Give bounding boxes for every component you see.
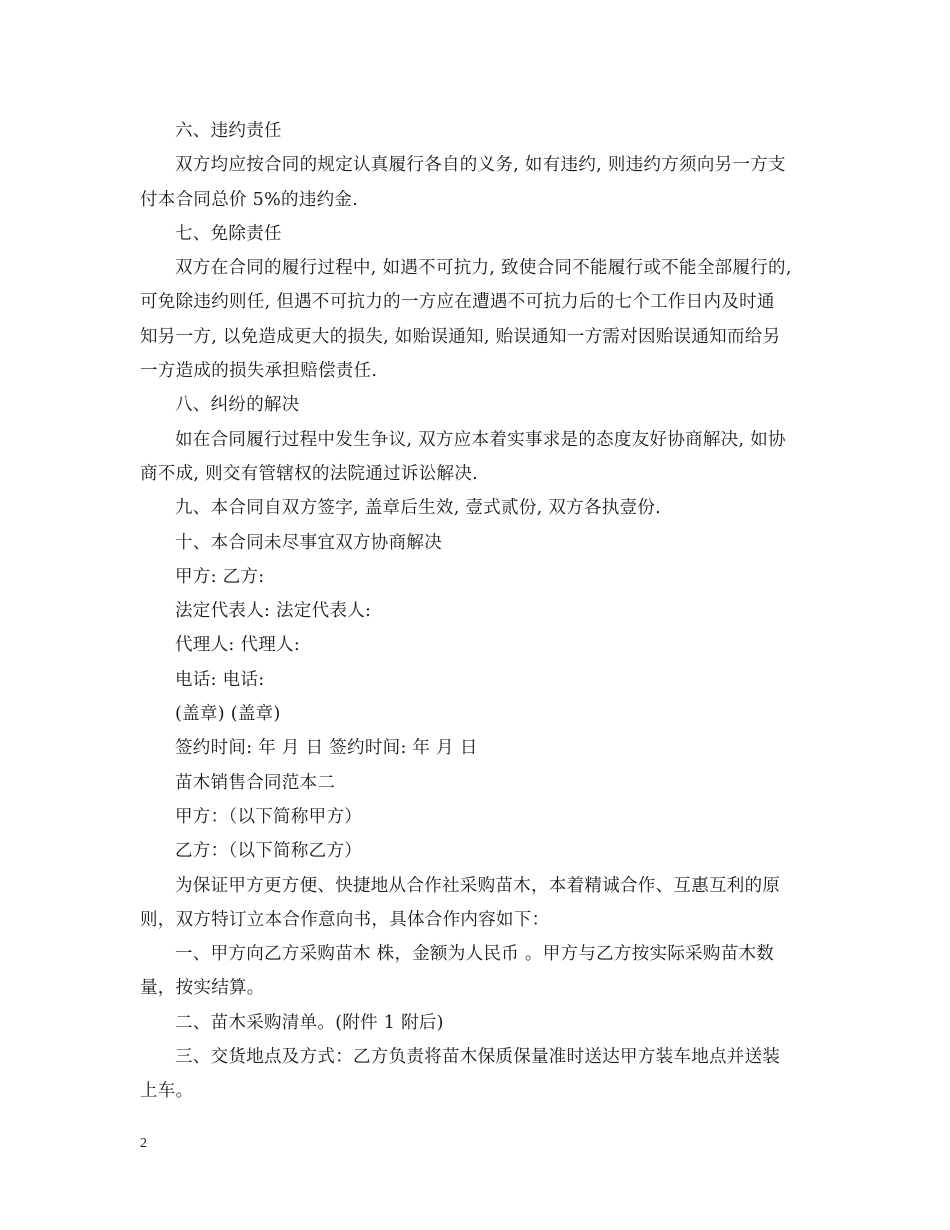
signature-phone-line: 电话: 电话: xyxy=(175,669,265,690)
clause-nine: 九、本合同自双方签字, 盖章后生效, 壹式贰份, 双方各执壹份. xyxy=(175,498,662,519)
clause-ten: 十、本合同未尽事宜双方协商解决 xyxy=(175,532,442,553)
signature-agent-line: 代理人: 代理人: xyxy=(175,635,301,656)
paragraph-line: 三、交货地点及方式：乙方负责将苗木保质保量准时送达甲方装车地点并送装 xyxy=(175,1047,781,1068)
signature-representative-line: 法定代表人: 法定代表人: xyxy=(175,601,372,622)
party-b-line: 乙方：（以下简称乙方） xyxy=(175,841,363,862)
section-heading-breach: 六、违约责任 xyxy=(175,121,282,141)
paragraph-line: 知另一方, 以免造成更大的损失, 如贻误通知, 贻误通知一方需对因贻误通知而给另 xyxy=(140,326,781,347)
signature-date-line: 签约时间: 年 月 日 签约时间: 年 月 日 xyxy=(175,738,478,759)
paragraph-line: 双方在合同的履行过程中, 如遇不可抗力, 致使合同不能履行或不能全部履行的, xyxy=(175,258,792,279)
page-number: 2 xyxy=(140,1136,147,1151)
paragraph-line: 二、苗木采购清单。(附件 1 附后) xyxy=(175,1012,444,1033)
signature-seal-line: (盖章) (盖章) xyxy=(175,704,281,725)
paragraph-line: 一方造成的损失承担赔偿责任. xyxy=(140,361,378,382)
paragraph-line: 可免除违约则任, 但遇不可抗力的一方应在遭遇不可抗力后的七个工作日内及时通 xyxy=(140,292,775,313)
paragraph-line: 量，按实结算。 xyxy=(140,978,265,999)
paragraph-line: 如在合同履行过程中发生争议, 双方应本着实事求是的态度友好协商解决, 如协 xyxy=(175,429,786,450)
party-a-line: 甲方：（以下简称甲方） xyxy=(175,806,363,827)
paragraph-line: 双方均应按合同的规定认真履行各自的义务, 如有违约, 则违约方须向另一方支 xyxy=(175,155,786,176)
section-heading-disputes: 八、纠纷的解决 xyxy=(175,395,300,416)
paragraph-line: 商不成, 则交有管辖权的法院通过诉讼解决. xyxy=(140,463,478,484)
paragraph-line: 上车。 xyxy=(140,1081,194,1102)
paragraph-line: 则，双方特订立本合作意向书，具体合作内容如下： xyxy=(140,909,550,930)
paragraph-line: 付本合同总价 5%的违约金. xyxy=(140,189,359,210)
paragraph-line: 为保证甲方更方便、快捷地从合作社采购苗木，本着精诚合作、互惠互利的原 xyxy=(175,875,781,896)
contract-two-title: 苗木销售合同范本二 xyxy=(175,772,336,793)
document-body xyxy=(140,114,812,1109)
paragraph-line: 一、甲方向乙方采购苗木 株，金额为人民币 。甲方与乙方按实际采购苗木数 xyxy=(175,944,775,965)
section-heading-exemption: 七、免除责任 xyxy=(175,223,282,244)
signature-party-line: 甲方: 乙方: xyxy=(175,566,265,587)
